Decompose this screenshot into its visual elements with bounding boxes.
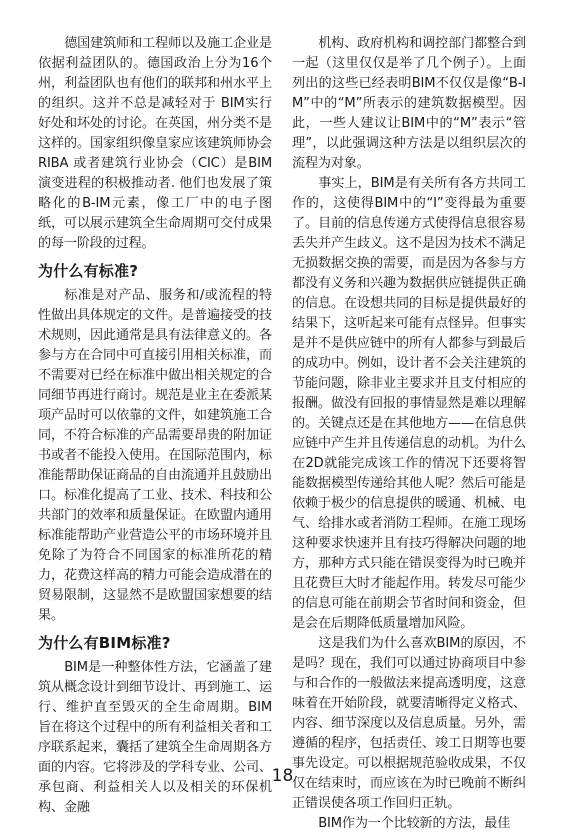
body-paragraph: 德国建筑师和工程师以及施工企业是依据利益团队的。德国政治上分为16个州，利益团队也有他们的联邦和州水平上的组织。这并不总是减轻对于 BIM实行好处和坏处的讨论。在英国，州分类不是这样的。国家组织像皇家应该建筑师协会 RIBA 或者建筑行业协会（CIC）是BIM演变进程的积极推动者. 他们也发展了策略化的B-IM元素，像工厂中的电子图纸，可以展示建筑全生命周期可交付成果的每一阶段的过程。 (38, 36, 272, 251)
page-number: 18 (271, 766, 294, 786)
body-paragraph: 标准是对产品、服务和/或流程的特性做出具体规定的文件。是普遍接受的技术规则，因此通常是具有法律意义的。各参与方在合同中可直接引用相关标准，而不需要对已经在标准中做出相关规定的合同细节再进行商讨。规范是业主在委派某项产品时可以依靠的文件，如建筑施工合同，不符合标准的产品需要昂贵的附加证书或者不能投入使用。在国际范围内，标准能帮助保证商品的自由流通并且鼓励出口。标准化提高了工业、技术、科技和公共部门的效率和质量保证。在欧盟内通用标准能帮助产业营造公平的市场环境并且免除了为符合不同国家的标准所花的精力，花费这样高的精力可能会造成潜在的贸易限制，这显然不是欧盟国家想要的结果。 (38, 288, 272, 623)
body-paragraph: BIM是一种整体性方法，它涵盖了建筑从概念设计到细节设计、再到施工、运行、维护直至毁灭的全生命周期。BIM 旨在将这个过程中的所有利益相关者和工序联系起来，囊括了建筑全生命周期各方面的内容。它将涉及的学科专业、公司、承包商、利益相关人以及相关的环保机构、金融 (38, 660, 272, 815)
left-column (38, 34, 272, 818)
body-paragraph: 事实上，BIM是有关所有各方共同工作的，这使得BIM中的“I”变得最为重要了。目前的信息传递方式使得信息很容易丢失并产生歧义。这不是因为技术不满足无损数据交换的需要，而是因为各参与方都没有义务和兴趣为数据供应链提供正确的信息。在设想共同的目标是提供最好的结果下，这听起来可能有点怪异。但事实是并不是供应链中的所有人都参与到最后的成功中。例如，设计者不会关注建筑的节能问题，除非业主要求并且支付相应的报酬。做没有回报的事情显然是难以理解的。关键点还是在其他地方——在信息供应链中产生并且传递信息的动机。为什么在2D就能完成该工作的情况下还要将智能数据模型传递给其他人呢？然后可能是依赖于极少的信息提供的暖通、机械、电气、给排水或者消防工程师。在施工现场这种要求快速并且有技巧得解决问题的地方，那种方式只能在错误变得为时已晚并且花费巨大时才能起作用。转发尽可能少的信息可能在前期会节省时间和资金，但是会在后期降低质量增加风险。 (292, 176, 526, 631)
body-paragraph: 机构、政府机构和调控部门都整合到一起（这里仅仅是举了几个例子）。上面列出的这些已经表明BIM不仅仅是像“B-IM”中的“M”所表示的建筑数据模型。因此，一些人建议让BIM中的“M”表示“管理”，以此强调这种方法是以组织层次的流程为对象。 (292, 36, 526, 171)
section-heading: 为什么有BIM标准? (38, 634, 171, 652)
section-heading: 为什么有标准? (38, 262, 139, 280)
body-paragraph: BIM作为一个比较新的方法，最佳 (318, 816, 511, 831)
right-column (292, 34, 526, 834)
body-paragraph: 这是我们为什么喜欢BIM的原因，不是吗？现在，我们可以通过协商项目中参与和合作的一般做法来提高透明度，这意味着在开始阶段，就要清晰得定义格式、内容、细节深度以及信息质量。另外，需遵循的程序，包括责任、竣工日期等也要事先设定。可以根据规范验收成果，不仅仅在结束时，而应该在为时已晚前不断纠正错误使各项工作回归正轨。 (292, 636, 526, 811)
